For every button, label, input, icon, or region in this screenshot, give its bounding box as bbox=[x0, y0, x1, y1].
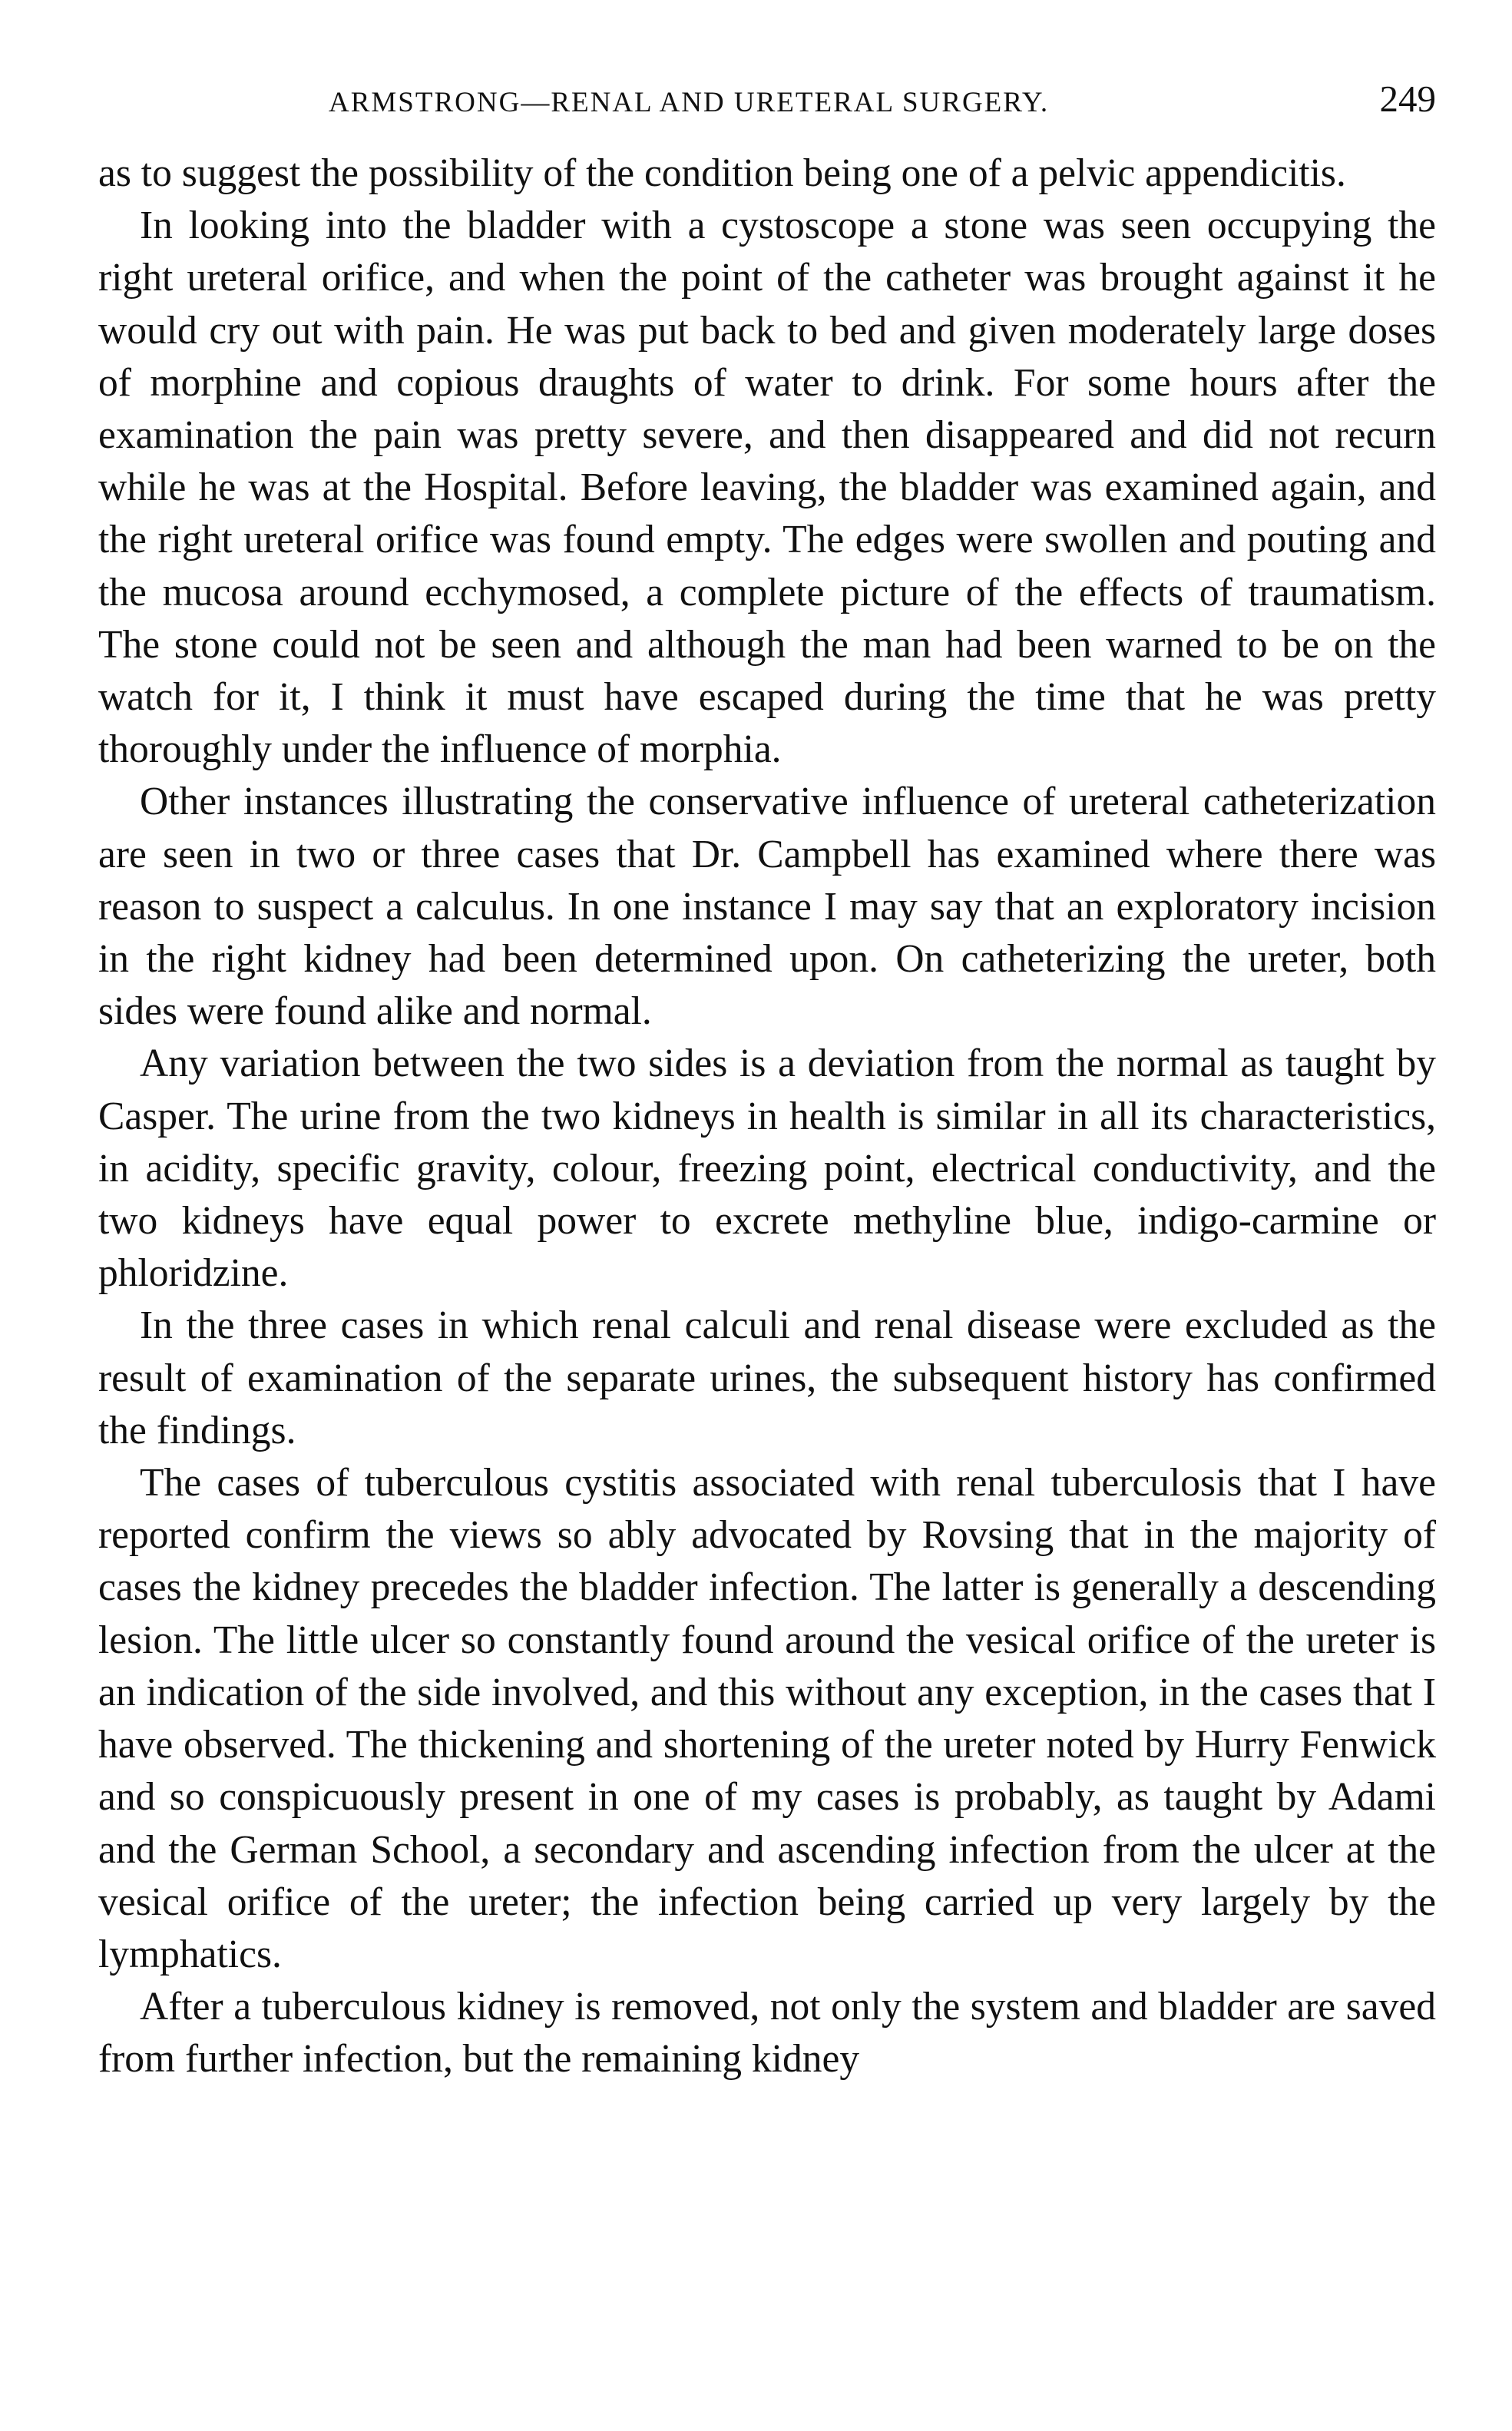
running-header bbox=[98, 69, 1436, 134]
paragraph: The cases of tuberculous cystitis associated with renal tuberculosis that I have reported confirm the views so ably advocated by Rovsing that in the majority of cases the kidney precedes the bladder infection. The latter is generally a descending lesion. The little ulcer so constantly found around the vesical orifice of the ureter is an indication of the side involved, and this without any exception, in the cases that I have observed. The thickening and shortening of the ureter noted by Hurry Fenwick and so conspicuously present in one of my cases is probably, as taught by Adami and the German School, a secondary and ascending infection from the ulcer at the vesical orifice of the ureter; the infection being carried up very largely by the lymphatics. bbox=[98, 1461, 1436, 1976]
body-text bbox=[98, 147, 1436, 2086]
paragraph-continued: as to suggest the possibility of the condition being one of a pelvic appendicitis. bbox=[98, 151, 1346, 195]
paragraph: In the three cases in which renal calculi and renal disease were excluded as the result of examination of the separate urines, the subsequent history has confirmed the findings. bbox=[98, 1303, 1436, 1452]
running-title: ARMSTRONG—RENAL AND URETERAL SURGERY. bbox=[329, 87, 1050, 118]
page-number: 249 bbox=[1379, 78, 1436, 120]
paragraph: Other instances illustrating the conservative influence of ureteral catheterization are seen in two or three cases that Dr. Campbell has examined where there was reason to suspect a calculus. In one instance I may say that an exploratory incision in the right kidney had been determined upon. On catheterizing the ureter, both sides were found alike and normal. bbox=[98, 780, 1436, 1034]
paragraph: In looking into the bladder with a cystoscope a stone was seen occupying the right ureteral orifice, and when the point of the catheter was brought against it he would cry out with pain. He was put back to bed and given moderately large doses of morphine and copious draughts of water to drink. For some hours after the examination the pain was pretty severe, and then disappeared and did not recurn while he was at the Hospital. Before leaving, the bladder was examined again, and the right ureteral orifice was found empty. The edges were swollen and pouting and the mucosa around ecchymosed, a complete picture of the effects of traumatism. The stone could not be seen and although the man had been warned to be on the watch for it, I think it must have escaped during the time that he was pretty thoroughly under the influence of morphia. bbox=[98, 204, 1436, 772]
document-page bbox=[98, 69, 1436, 2086]
paragraph: Any variation between the two sides is a deviation from the normal as taught by Casper. The urine from the two kidneys in health is similar in all its characteristics, in acidity, specific gravity, colour, freezing point, electrical conductivity, and the two kidneys have equal power to excrete methyline blue, indigo-carmine or phloridzine. bbox=[98, 1042, 1436, 1296]
paragraph: After a tuberculous kidney is removed, not only the system and bladder are saved from further infection, but the remaining kidney bbox=[98, 1985, 1436, 2082]
